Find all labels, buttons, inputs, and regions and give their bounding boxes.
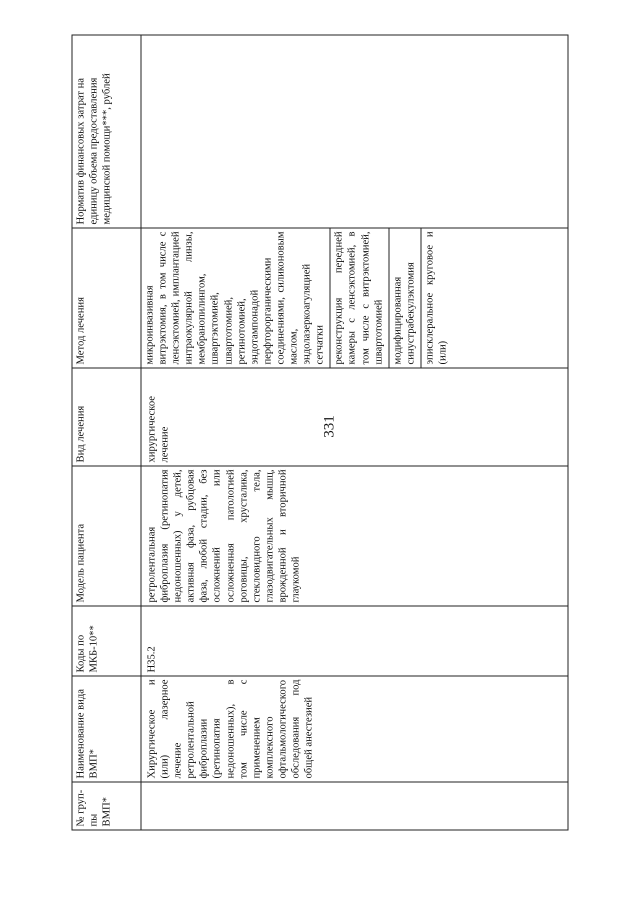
header-type: Вид лечения: [72, 368, 141, 466]
cell-model: ретролентальная фиброплазия (ретинопатия недоношенных) у детей, активная фаза, рубцовая фаза, любой стадии, без осложнений или осложненная патологией роговицы, хрусталика, стекловидного тела, глазодвигательных мышц, врожденной и вторичной глаукомой: [141, 466, 568, 606]
header-model: Модель пациента: [72, 466, 141, 606]
cell-type: хирургическое лечение: [141, 368, 568, 466]
header-name: Наименование вида ВМП*: [72, 676, 141, 782]
method-item: реконструкция передней камеры с ленсэктомией, в том числе с витрэктомией, швартотомией: [331, 229, 389, 368]
cell-codes: Н35.2: [141, 606, 568, 676]
method-item: микроинвазивная витрэктомия, в том числе с ленсэктомией, имплантацией интраокулярной линзы, мембранопилингом, швартэктомией, швартотомией, ретинотомией, эндотампонадой перфторорганическими соединениями, силиконовым маслом, эндолазеркоагуляцией сетчатки: [142, 229, 331, 368]
method-item: эписклеральное круговое и (или): [424, 231, 449, 365]
table-header-row: [72, 35, 141, 830]
table-row: [141, 35, 568, 830]
cell-methods: [141, 228, 568, 368]
cell-norm: [141, 35, 568, 228]
treatment-table: [72, 35, 569, 831]
header-method: Метод лечения: [72, 228, 141, 368]
cell-group: [141, 782, 568, 830]
method-item: модифицированная синустрабекулэктомия: [389, 229, 421, 368]
header-group: № груп-пы ВМП*: [72, 782, 141, 830]
header-norm: Норматив финансовых затрат на единицу объема предоставления медицинской помощи***, рублей: [72, 35, 141, 228]
rotated-table-container: [72, 36, 569, 831]
header-codes: Коды по МКБ-10**: [72, 606, 141, 676]
cell-name: Хирургическое и (или) лазерное лечение ретролентальной фиброплазии (ретинопатия недоношенных), в том числе с применением комплексного офтальмологического обследования под общей анестезией: [141, 676, 568, 782]
page-number: 331: [321, 415, 338, 438]
